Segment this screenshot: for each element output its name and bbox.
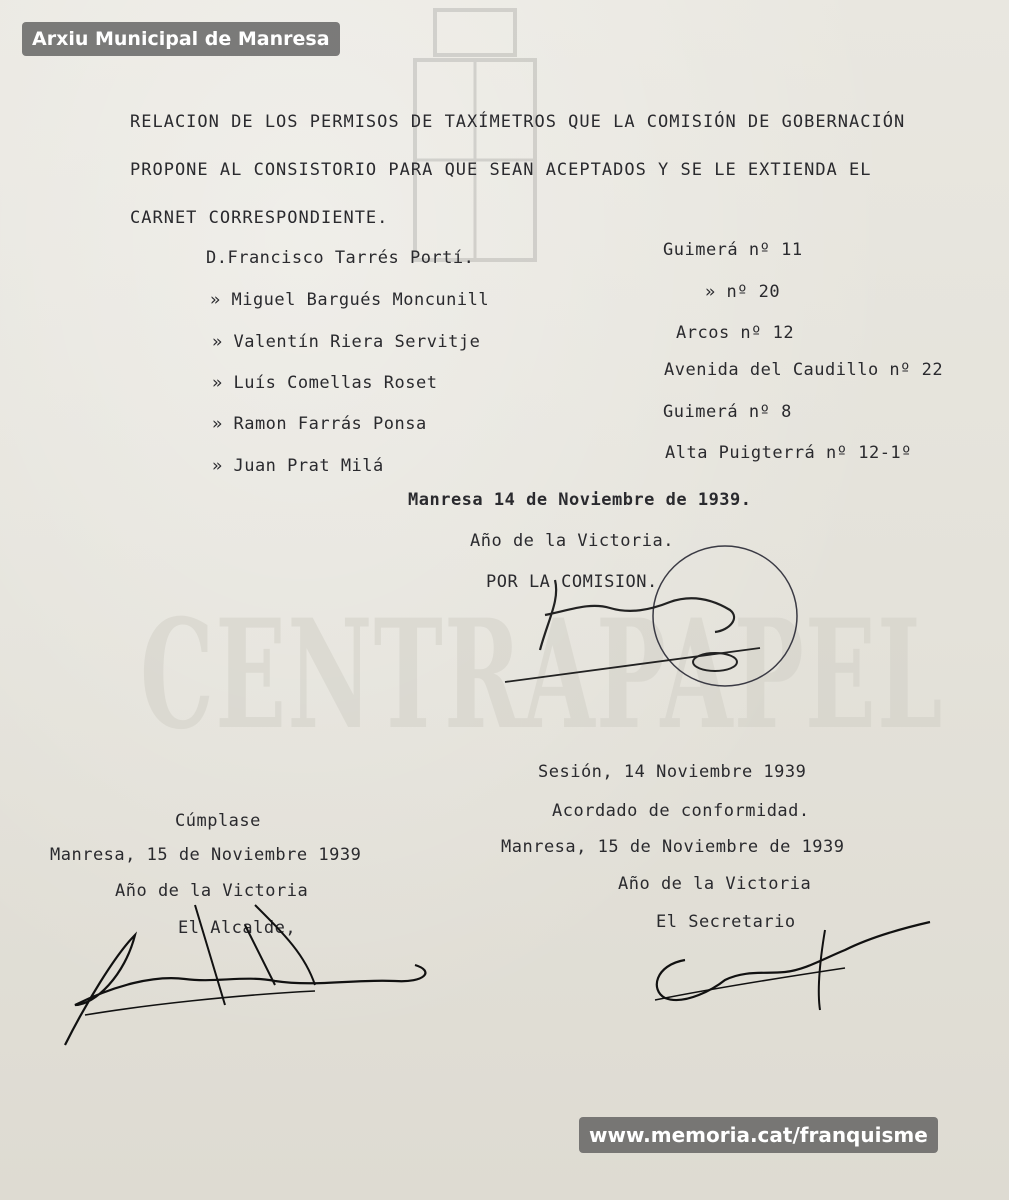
heading-line-1: RELACION DE LOS PERMISOS DE TAXÍMETROS QUE LA COMISIÓN DE GOBERNACIÓN — [130, 112, 906, 132]
heading-line-2: PROPONE AL CONSISTORIO PARA QUE SEAN ACEPTADOS Y SE LE EXTIENDA EL — [130, 160, 872, 180]
permit-address: Arcos nº 12 — [676, 323, 795, 343]
permit-address: Avenida del Caudillo nº 22 — [664, 360, 944, 380]
mayor-block-line-4: El Alcalde, — [178, 918, 297, 938]
permit-name: » Luís Comellas Roset — [212, 373, 438, 393]
session-line-4: Año de la Victoria — [618, 874, 812, 894]
permit-name: » Ramon Farrás Ponsa — [212, 414, 427, 434]
permit-address: Alta Puigterrá nº 12-1º — [665, 443, 912, 463]
year-line: Año de la Victoria. — [470, 531, 674, 551]
permit-name: » Valentín Riera Servitje — [212, 332, 481, 352]
site-badge: www.memoria.cat/franquisme — [579, 1117, 938, 1153]
mayor-block-line-3: Año de la Victoria — [115, 881, 309, 901]
mayor-block-line-2: Manresa, 15 de Noviembre 1939 — [50, 845, 362, 865]
mayor-block-line-1: Cúmplase — [175, 811, 261, 831]
session-line-2: Acordado de conformidad. — [552, 801, 810, 821]
archive-badge: Arxiu Municipal de Manresa — [22, 22, 340, 56]
session-line-3: Manresa, 15 de Noviembre de 1939 — [501, 837, 845, 857]
session-line-5: El Secretario — [656, 912, 796, 932]
session-line-1: Sesión, 14 Noviembre 1939 — [538, 762, 807, 782]
municipal-crest-icon — [395, 0, 555, 270]
permit-address: » nº 20 — [705, 282, 781, 302]
permit-name: » Juan Prat Milá — [212, 456, 384, 476]
secretary-signature — [645, 910, 945, 1020]
permit-address: Guimerá nº 11 — [663, 240, 803, 260]
mayor-signature — [55, 895, 445, 1055]
commission-line: POR LA COMISION. — [486, 572, 658, 592]
permit-name: D.Francisco Tarrés Portí. — [206, 248, 475, 268]
permit-name: » Miguel Bargués Moncunill — [210, 290, 490, 310]
paper-watermark: CENTRAPAPEL — [140, 587, 944, 763]
heading-line-3: CARNET CORRESPONDIENTE. — [130, 208, 389, 228]
permit-address: Guimerá nº 8 — [663, 402, 792, 422]
commission-signature-and-seal — [500, 540, 810, 700]
dateline: Manresa 14 de Noviembre de 1939. — [408, 490, 752, 510]
